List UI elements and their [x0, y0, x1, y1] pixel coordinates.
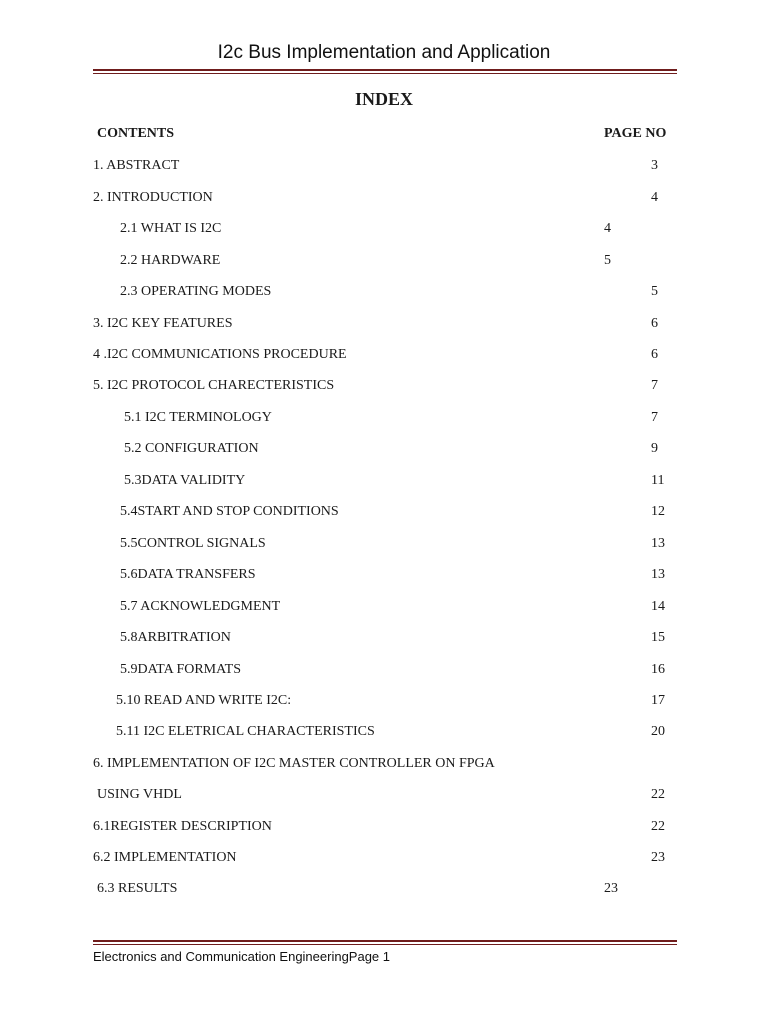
toc-entry-title: 2.3 OPERATING MODES: [120, 284, 272, 299]
toc-entry-page: 23: [604, 881, 618, 896]
toc-entry-title: 5.6DATA TRANSFERS: [120, 567, 256, 582]
toc-entry-title: 6.3 RESULTS: [97, 881, 178, 896]
index-heading: INDEX: [354, 89, 413, 109]
toc-entry-title: 5.3DATA VALIDITY: [124, 473, 246, 488]
toc-entry-page: 12: [651, 504, 665, 519]
toc-entry-page: 17: [651, 693, 665, 708]
footer-divider: [93, 940, 677, 945]
toc-entry-page: 6: [651, 347, 658, 362]
toc-entry-page: 15: [651, 630, 665, 645]
toc-entry-page: 4: [651, 190, 658, 205]
toc-entry-page: 16: [651, 662, 665, 677]
toc-entry-title: 6.1REGISTER DESCRIPTION: [93, 819, 272, 834]
toc-entry-page: 7: [651, 378, 658, 393]
toc-entry-title: 5.7 ACKNOWLEDGMENT: [120, 599, 281, 614]
toc-entry-page: 14: [651, 599, 665, 614]
toc-entry-page: 5: [604, 253, 611, 268]
toc-entry-page: 6: [651, 316, 658, 331]
toc-entry-title: 5. I2C PROTOCOL CHARECTERISTICS: [93, 378, 335, 393]
toc-entry-title: 6.2 IMPLEMENTATION: [93, 850, 237, 865]
toc-entry-title: 3. I2C KEY FEATURES: [93, 316, 233, 331]
toc-entry-page: 7: [651, 410, 658, 425]
toc-entry-page: 23: [651, 850, 665, 865]
toc-entry-page: 11: [651, 473, 665, 488]
toc-entry-title: 5.11 I2C ELETRICAL CHARACTERISTICS: [116, 724, 375, 739]
toc-entry-title: 5.5CONTROL SIGNALS: [120, 536, 266, 551]
toc-entry-title: USING VHDL: [97, 787, 182, 802]
page-header-title: I2c Bus Implementation and Application: [217, 42, 551, 63]
header-divider: [93, 69, 677, 74]
toc-entry-title: 5.4START AND STOP CONDITIONS: [120, 504, 339, 519]
toc-entry-title: 5.2 CONFIGURATION: [124, 441, 259, 456]
toc-entry-page: 5: [651, 284, 658, 299]
toc-entry-title: 5.8ARBITRATION: [120, 630, 231, 645]
page-footer: Electronics and Communication EngineeringPage 1: [93, 949, 391, 964]
toc-entry-page: 3: [651, 158, 658, 173]
toc-entry-title: 2.1 WHAT IS I2C: [120, 221, 222, 236]
toc-entry-page: 22: [651, 787, 665, 802]
toc-entry-page: 20: [651, 724, 665, 739]
toc-entry-title: 2. INTRODUCTION: [93, 190, 213, 205]
toc-entry-title: 5.10 READ AND WRITE I2C:: [116, 693, 292, 708]
toc-entry-title: 5.1 I2C TERMINOLOGY: [124, 410, 272, 425]
toc-entry-title: 6. IMPLEMENTATION OF I2C MASTER CONTROLLER ON FPGA: [93, 756, 495, 771]
contents-column-header: CONTENTS: [97, 126, 175, 141]
toc-entry-title: 2.2 HARDWARE: [120, 253, 221, 268]
toc-entry-title: 4 .I2C COMMUNICATIONS PROCEDURE: [93, 347, 347, 362]
toc-entry-page: 13: [651, 567, 665, 582]
toc-entry-page: 22: [651, 819, 665, 834]
page-no-column-header: PAGE NO: [604, 126, 667, 141]
toc-entry-page: 4: [604, 221, 611, 236]
toc-entry-title: 5.9DATA FORMATS: [120, 662, 242, 677]
toc-entry-page: 13: [651, 536, 665, 551]
toc-entry-title: 1. ABSTRACT: [93, 158, 180, 173]
toc-entry-page: 9: [651, 441, 658, 456]
